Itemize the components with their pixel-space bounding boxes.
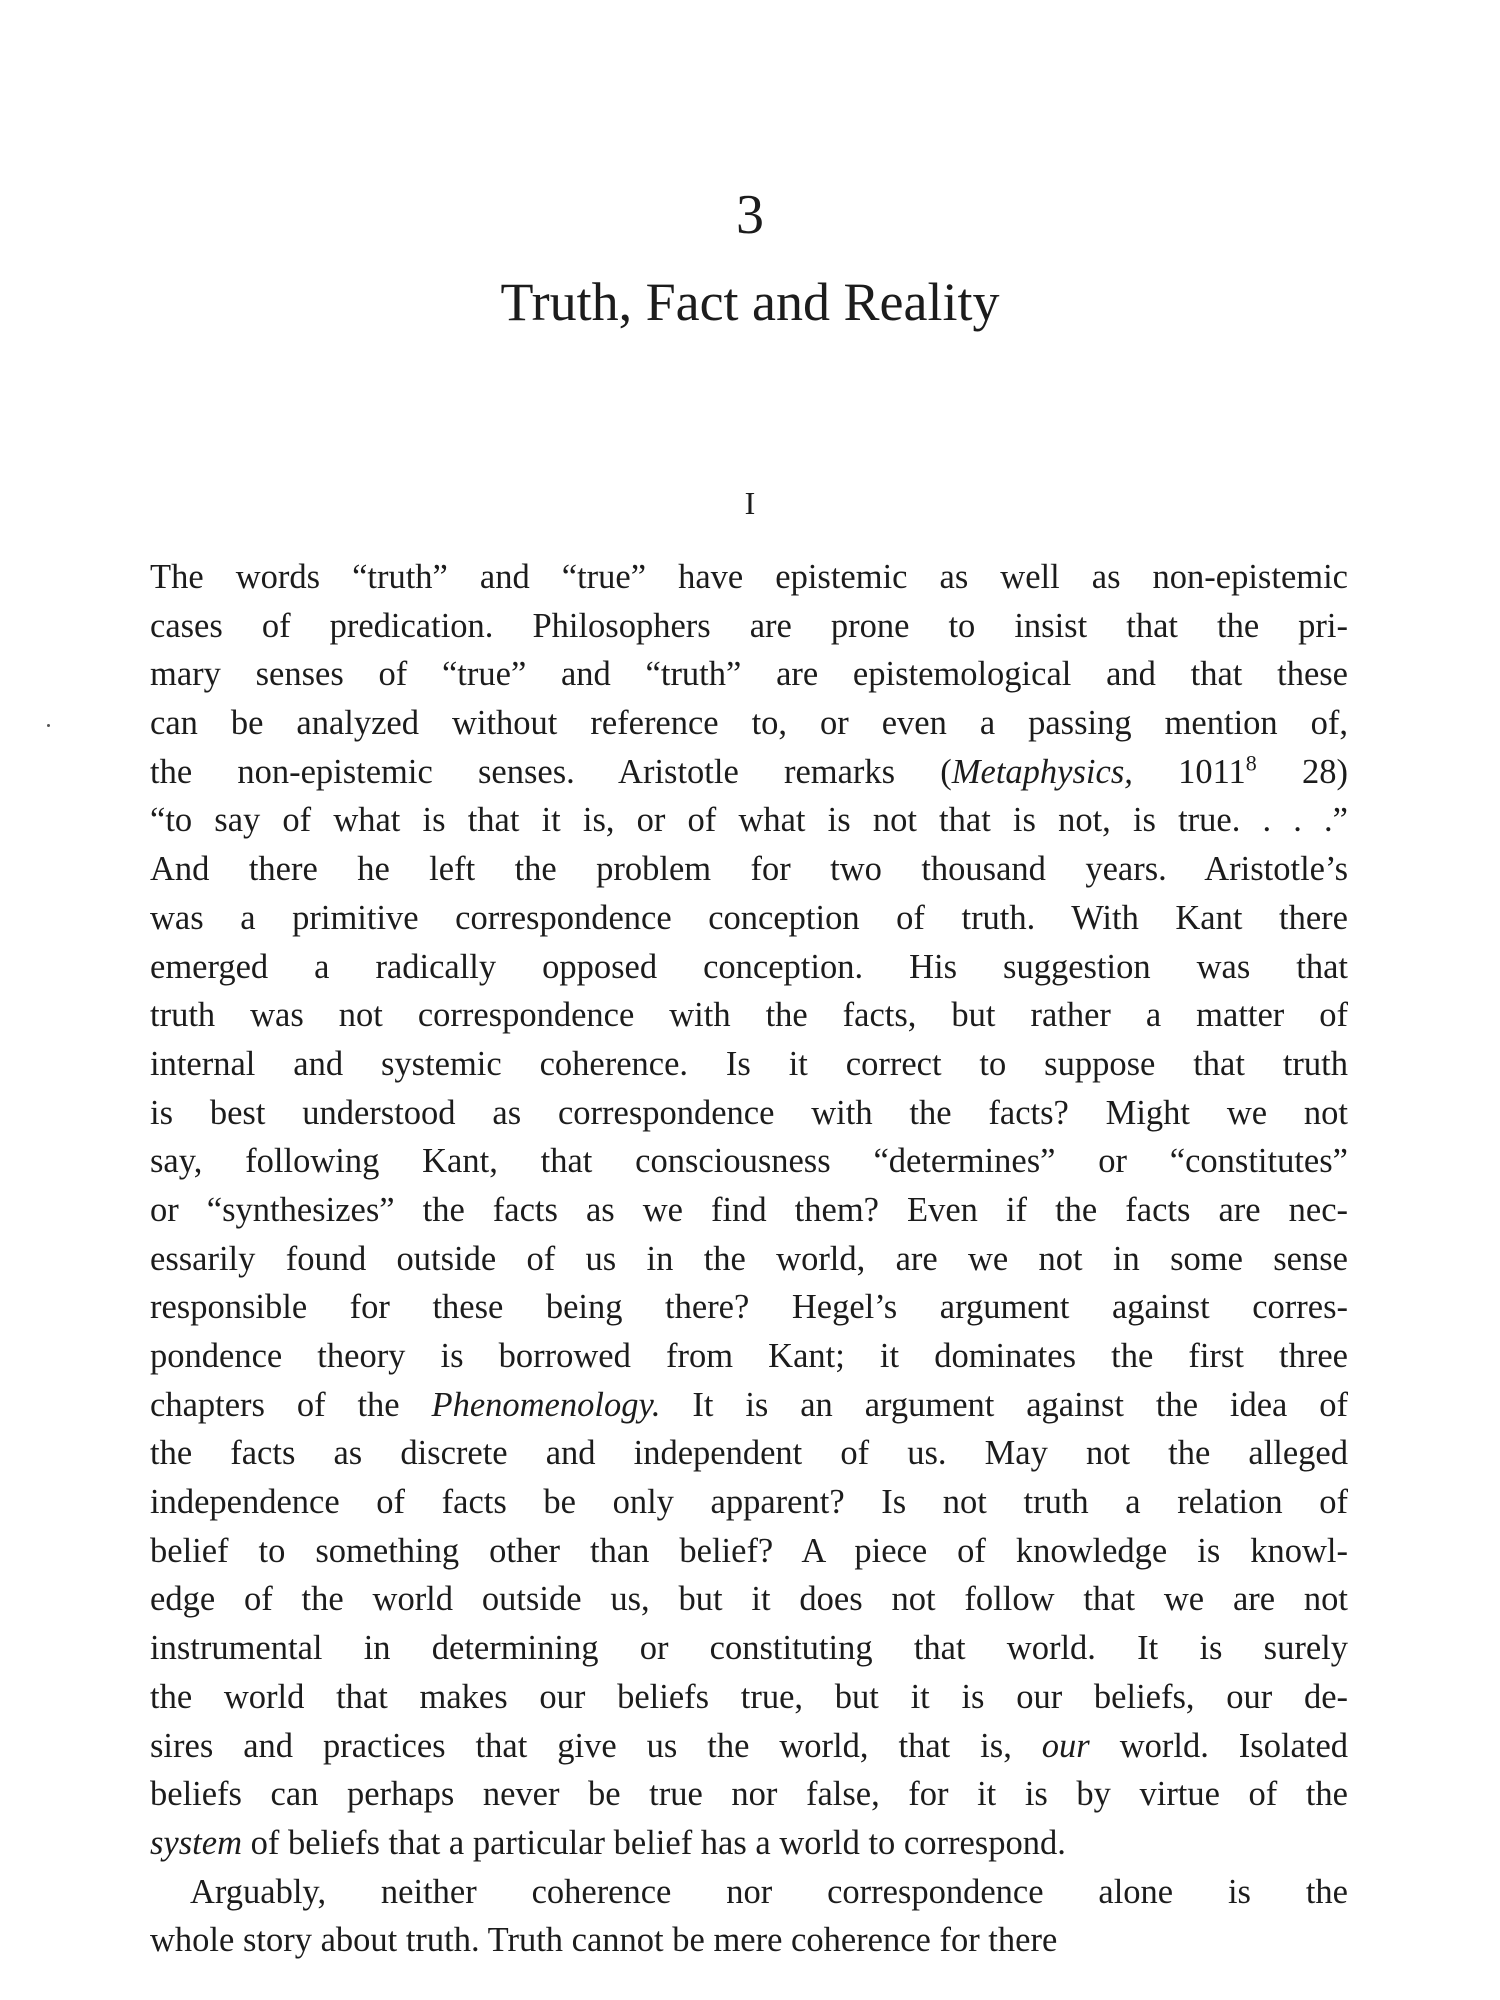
text-line: system of beliefs that a particular belief has a world to correspond. bbox=[150, 1823, 1066, 1862]
text-line: is best understood as correspondence with the facts? Might we not bbox=[150, 1093, 1348, 1132]
italic-text: system bbox=[150, 1823, 242, 1862]
body-text bbox=[150, 553, 1348, 1965]
text-line: internal and systemic coherence. Is it correct to suppose that truth bbox=[150, 1044, 1348, 1083]
text-line: edge of the world outside us, but it does not follow that we are not bbox=[150, 1580, 1348, 1619]
text-line: was a primitive correspondence conception of truth. With Kant there bbox=[150, 898, 1348, 937]
italic-text: our bbox=[1041, 1726, 1090, 1765]
text-line: the facts as discrete and independent of us. May not the alleged bbox=[150, 1434, 1348, 1473]
text-line: sires and practices that give us the world, that is, our world. Isolated bbox=[150, 1726, 1349, 1765]
text-line: chapters of the Phenomenology. It is an argument against the idea of bbox=[150, 1385, 1348, 1424]
text-line: truth was not correspondence with the facts, but rather a matter of bbox=[150, 996, 1348, 1035]
text-line: mary senses of “true” and “truth” are epistemological and that these bbox=[150, 655, 1348, 694]
superscript-text: 8 bbox=[1245, 750, 1257, 776]
text-line: the non-epistemic senses. Aristotle remarks (Metaphysics, 1011$^8$ 28) bbox=[150, 750, 1348, 791]
chapter-number: 3 bbox=[736, 184, 764, 246]
text-line: emerged a radically opposed conception. His suggestion was that bbox=[150, 947, 1348, 986]
chapter-title: Truth, Fact and Reality bbox=[500, 272, 1000, 332]
text-line: whole story about truth. Truth cannot be mere coherence for there bbox=[150, 1921, 1058, 1960]
text-line: beliefs can perhaps never be true nor false, for it is by virtue of the bbox=[150, 1775, 1348, 1814]
italic-text: Metaphysics, bbox=[951, 752, 1133, 791]
text-line: “to say of what is that it is, or of what is not that is not, is true. . . .” bbox=[150, 801, 1348, 840]
text-line: pondence theory is borrowed from Kant; it dominates the first three bbox=[150, 1337, 1348, 1375]
text-line: responsible for these being there? Hegel’s argument against corres- bbox=[150, 1288, 1348, 1327]
text-line: cases of predication. Philosophers are prone to insist that the pri- bbox=[150, 606, 1348, 645]
text-line: independence of facts be only apparent? Is not truth a relation of bbox=[150, 1483, 1348, 1522]
text-line: The words “truth” and “true” have epistemic as well as non-epistemic bbox=[150, 558, 1348, 596]
section-number: I bbox=[744, 485, 756, 521]
text-line: instrumental in determining or constituting that world. It is surely bbox=[150, 1629, 1348, 1668]
text-line: essarily found outside of us in the world, are we not in some sense bbox=[150, 1239, 1348, 1278]
text-line: And there he left the problem for two thousand years. Aristotle’s bbox=[150, 850, 1348, 889]
text-line: belief to something other than belief? A piece of knowledge is knowl- bbox=[150, 1531, 1348, 1570]
scan-speck bbox=[47, 724, 50, 727]
text-line: can be analyzed without reference to, or even a passing mention of, bbox=[150, 704, 1348, 743]
text-line: Arguably, neither coherence nor correspondence alone is the bbox=[190, 1872, 1348, 1911]
text-line: say, following Kant, that consciousness “determines” or “constitutes” bbox=[150, 1142, 1348, 1181]
text-line: the world that makes our beliefs true, but it is our beliefs, our de- bbox=[150, 1677, 1348, 1716]
italic-text: Phenomenology. bbox=[431, 1385, 661, 1424]
text-line: or “synthesizes” the facts as we find them? Even if the facts are nec- bbox=[150, 1190, 1348, 1229]
